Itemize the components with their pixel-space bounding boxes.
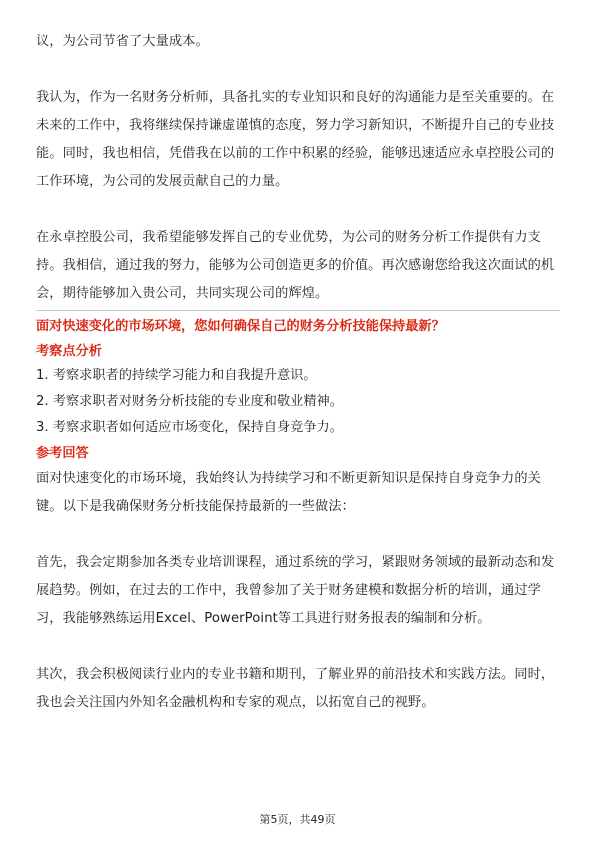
answer-paragraph-1: 面对快速变化的市场环境，我始终认为持续学习和不断更新知识是保持自身竞争力的关键。以下是我确保财务分析技能保持最新的一些做法： (36, 471, 541, 514)
paragraph-gap (36, 633, 560, 661)
body-paragraph-2: 在永卓控股公司，我希望能够发挥自己的专业优势，为公司的财务分析工作提供有力支持。我相信，通过我的努力，能够为公司创造更多的价值。再次感谢您给我这次面试的机会，期待能够加入贵公司，共同实现公司的辉煌。 (36, 230, 555, 301)
analysis-item-3: 3. 考察求职者如何适应市场变化，保持自身竞争力。 (36, 420, 343, 435)
question-title: 面对快速变化的市场环境，您如何确保自己的财务分析技能保持最新？ (36, 319, 445, 334)
answer-paragraph-3: 其次，我会积极阅读行业内的专业书籍和期刊，了解业界的前沿技术和实践方法。同时，我也会关注国内外知名金融机构和专家的观点，以拓宽自己的视野。 (36, 667, 555, 710)
page-content (36, 28, 560, 717)
analysis-label: 考察点分析 (36, 344, 102, 359)
page-number-footer: 第5页，共49页 (259, 813, 336, 826)
answer-paragraph-2: 首先，我会定期参加各类专业培训课程，通过系统的学习，紧跟财务领域的最新动态和发展趋势。例如，在过去的工作中，我曾参加了关于财务建模和数据分析的培训，通过学习，我能够熟练运用Excel、PowerPoint等工具进行财务报表的编制和分析。 (36, 555, 555, 626)
body-paragraph-1: 我认为，作为一名财务分析师，具备扎实的专业知识和良好的沟通能力是至关重要的。在未来的工作中，我将继续保持谦虚谨慎的态度，努力学习新知识，不断提升自己的专业技能。同时，我也相信，凭借我在以前的工作中积累的经验，能够迅速适应永卓控股公司的工作环境，为公司的发展贡献自己的力量。 (36, 90, 555, 189)
intro-tail-paragraph: 议，为公司节省了大量成本。 (36, 34, 209, 49)
analysis-item-2: 2. 考察求职者对财务分析技能的专业度和敬业精神。 (36, 394, 343, 409)
paragraph-gap (36, 196, 560, 224)
answer-label: 参考回答 (36, 446, 89, 461)
analysis-item-1: 1. 考察求职者的持续学习能力和自我提升意识。 (36, 368, 317, 383)
section-divider (36, 310, 560, 311)
paragraph-gap (36, 56, 560, 84)
paragraph-gap (36, 521, 560, 549)
